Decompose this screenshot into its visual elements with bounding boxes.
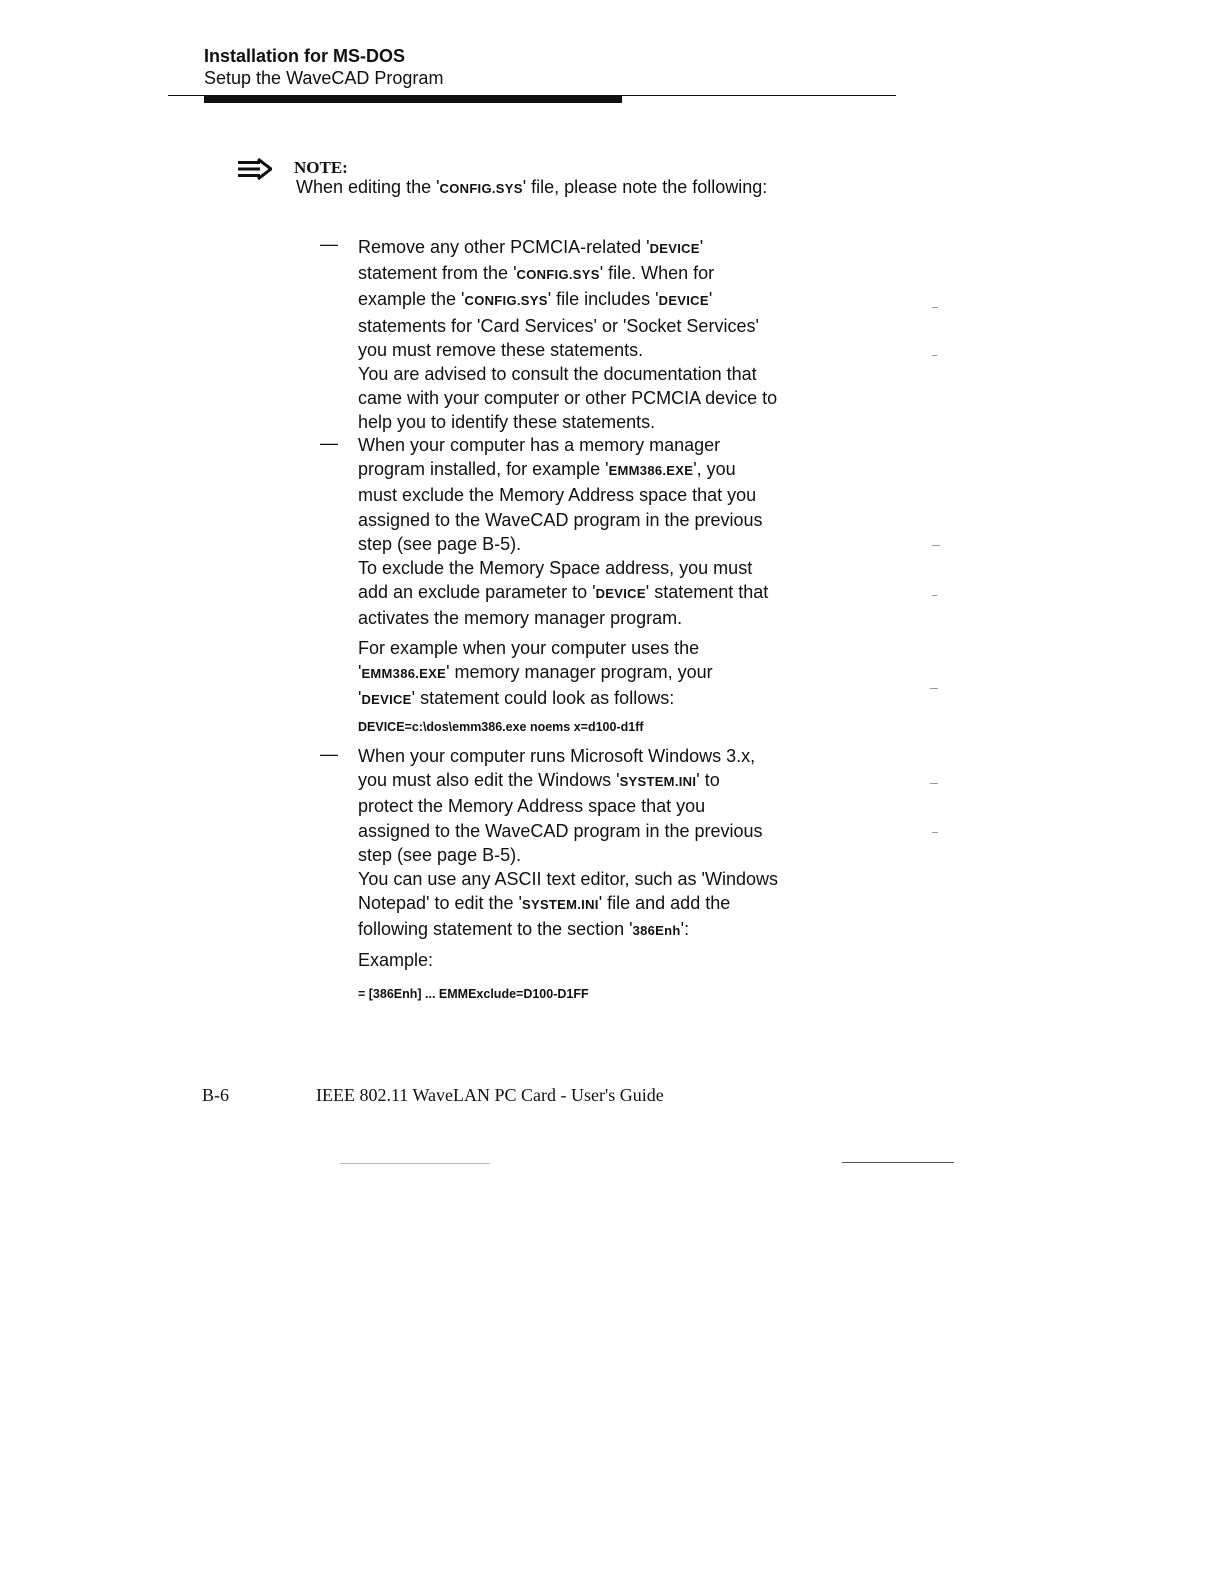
- note-label: NOTE:: [294, 158, 348, 177]
- list-item: Remove any other PCMCIA-related 'DEVICE' statement from the 'CONFIG.SYS' file. When for example the 'CONFIG.SYS' file includes 'DEVICE' statements for 'Card Services' or 'Socket Services' you must remove these statements. You are advised to consult the documentation that came with your computer or other PCMCIA device to help you to identify these statements.: [358, 237, 778, 433]
- header-bar: [204, 96, 622, 103]
- scan-speck: [842, 1162, 954, 1163]
- code-line: = [386Enh] ... EMMExclude=D100-D1FF: [358, 987, 589, 1001]
- list-item: When your computer has a memory manager program installed, for example 'EMM386.EXE', you must exclude the Memory Address space that you assigned to the WaveCAD program in the previous step (see page B-5). To exclude the Memory Space address, you must add an exclude parameter to 'DEVICE' statement that activates the memory manager program.: [358, 435, 769, 629]
- scan-speck: [932, 355, 937, 356]
- scan-speck: [932, 832, 938, 833]
- scan-speck: [932, 595, 937, 596]
- bullet-dash: —: [320, 433, 338, 453]
- example-label: Example:: [358, 950, 434, 970]
- list-item: When your computer runs Microsoft Windows 3.x, you must also edit the Windows 'SYSTEM.INI' to protect the Memory Address space that you assigned to the WaveCAD program in the previous step (see page B-5). You can use any ASCII text editor, such as 'Windows Notepad' to edit the 'SYSTEM.INI' file and add the following statement to the section '386Enh':: [358, 746, 779, 940]
- note-intro: When editing the 'CONFIG.SYS' file, please note the following:: [296, 177, 768, 197]
- footer-title: IEEE 802.11 WaveLAN PC Card - User's Guide: [316, 1085, 664, 1105]
- scan-speck: [340, 1163, 490, 1164]
- page-number: B-6: [202, 1085, 229, 1105]
- bullet-dash: —: [320, 744, 338, 764]
- section-title: Installation for MS-DOS: [204, 46, 406, 66]
- subsection-title: Setup the WaveCAD Program: [204, 68, 444, 88]
- scan-speck: [932, 307, 938, 308]
- scan-speck: [930, 783, 938, 784]
- pointing-arrow-icon: [238, 158, 272, 180]
- example-paragraph: For example when your computer uses the 'EMM386.EXE' memory manager program, your 'DEVICE' statement could look as follows:: [358, 638, 713, 709]
- bullet-dash: —: [320, 234, 338, 254]
- scan-speck: [930, 688, 938, 689]
- code-line: DEVICE=c:\dos\emm386.exe noems x=d100-d1ff: [358, 720, 644, 734]
- scan-speck: [932, 545, 940, 546]
